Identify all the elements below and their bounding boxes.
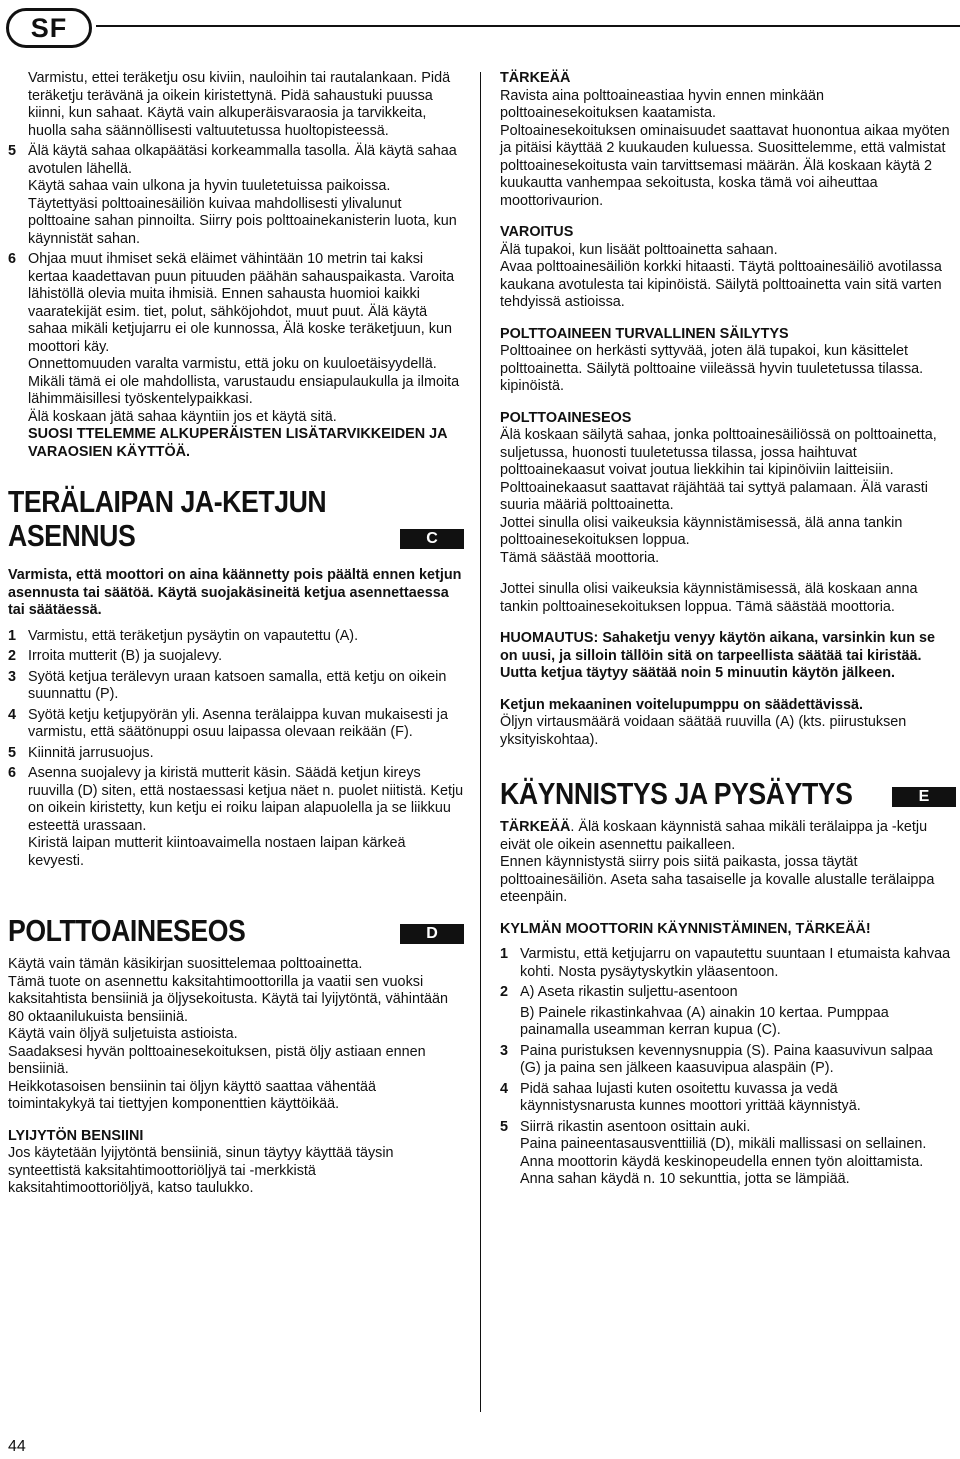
subheading: POLTTOAINEEN TURVALLINEN SÄILYTYS bbox=[500, 325, 789, 342]
list-item bbox=[8, 669, 464, 704]
section-title: POLTTOAINESEOS bbox=[8, 913, 246, 948]
paragraph: Öljyn virtausmäärä voidaan säätää ruuvilla (A) (kts. piirustuksen yksityiskohtaa). bbox=[500, 714, 907, 748]
step-text: B) Painele rikastinkahvaa (A) ainakin 10 kertaa. Pumppaa painamalla useamman kerran kupua (C). bbox=[520, 1004, 889, 1038]
section-c-heading bbox=[8, 485, 464, 553]
step-number: 2 bbox=[500, 984, 509, 1000]
step-text: Kiristä laipan mutterit kiintoavaimella nostaen laipan kärkeä kevyesti. bbox=[28, 835, 406, 869]
list-item bbox=[8, 648, 464, 666]
step-number: 4 bbox=[500, 1080, 509, 1097]
item-text: Onnettomuuden varalta varmistu, että joku on kuuloetäisyydellä. Mikäli tämä ei ole mahdollista, varustaudu ensiapulaukulla ja ilmoita lähimmäisillesi työskentelypaikkasi. bbox=[28, 356, 460, 407]
step-number: 5 bbox=[8, 744, 17, 761]
step-number: 5 bbox=[500, 1118, 509, 1135]
list-item bbox=[8, 745, 464, 763]
subheading: POLTTOAINESEOS bbox=[500, 409, 632, 426]
section-letter-badge: C bbox=[400, 529, 464, 549]
paragraph bbox=[500, 819, 956, 854]
item-number: 5 bbox=[8, 143, 17, 159]
list-item bbox=[500, 984, 956, 1002]
assembly-steps bbox=[8, 628, 464, 871]
paragraph: Polttoainee on herkästi syttyvää, joten älä tupakoi, kun käsittelet polttoainetta. Säilytä polttoaine viileässä hyvin tuuletetussa tilassa. kipinöistä. bbox=[500, 343, 924, 394]
paragraph: Poltoainesekoituksen ominaisuudet saattavat huonontua aikaa myöten ja pitäisi käyttää 2 kuukauden kuluessa. Suosittelemme, että valmistat polttoainesekoitusta vain tarvittsemasi määrän. Älä koskaan käytä 2 kuukautta vanhempaa sekoitusta, koska tämä voi aiheuttaa moottorivaurion. bbox=[500, 122, 950, 209]
paragraph: Jottei sinulla olisi vaikeuksia käynnistämisessä, älä anna tankin polttoainesekoituksen loppua. bbox=[500, 514, 903, 548]
important-lead: TÄRKEÄÄ bbox=[500, 819, 571, 835]
step-number: 3 bbox=[500, 1042, 509, 1059]
section-title: KÄYNNISTYS JA PYSÄYTYS bbox=[500, 776, 853, 811]
subheading: VAROITUS bbox=[500, 224, 574, 240]
paragraph: Ennen käynnistystä siirry pois siitä paikasta, jossa täytät polttoainesäiliön. Aseta saha tasaiselle ja kovalle alustalle terälaippa eteenpäin. bbox=[500, 854, 935, 905]
list-item bbox=[500, 1005, 956, 1040]
section-title: ASENNUS bbox=[8, 518, 136, 553]
list-item bbox=[500, 1081, 956, 1116]
paragraph: Jos käytetään lyijytöntä bensiiniä, sinun täytyy käyttää täysin synteettistä kaksitahtimoottoriöljyä tai -merkkistä kaksitahtimoottoriöljyä, katso taulukko. bbox=[8, 1145, 394, 1196]
section-title: TERÄLAIPAN JA-KETJUN bbox=[8, 484, 327, 519]
paragraph: Käytä vain tämän käsikirjan suosittelemaa polttoainetta. bbox=[8, 956, 363, 972]
start-steps bbox=[500, 946, 956, 1189]
left-column bbox=[8, 70, 464, 1198]
list-item bbox=[500, 1119, 956, 1137]
step-text: Paina paineentasausventtiiliä (D), mikäli mallissasi on sellainen. Anna moottorin käydä keskinopeudella ennen työn aloittamista. Anna sahan käydä n. 10 sekunttia, jotta se lämpiää. bbox=[520, 1136, 927, 1187]
intro-paragraph: Varmistu, ettei teräketju osu kiviin, nauloihin tai rautalankaan. Pidä teräketju terävänä ja oikein kiristettynä. Pidä sahaustuki puussa kiinni, kun sahaat. Käytä vain alkuperäisvaraosia ja tarvikkeita, huolla saha säännöllisesti valtuutetussa huoltopisteessä. bbox=[28, 70, 451, 139]
list-item bbox=[500, 1043, 956, 1078]
step-number: 1 bbox=[500, 946, 509, 962]
right-column bbox=[500, 70, 956, 1189]
step-text: Varmistu, että ketjujarru on vapautettu suuntaan I etumaista kahvaa kohti. Nosta pysäytyskytkin yläasentoon. bbox=[520, 946, 951, 980]
item-text: Ohjaa muut ihmiset sekä eläimet vähintään 10 metrin tai kaksi kertaa kaadettavan puun pituuden päähän sahauspaikasta. Varoita lähistöllä olevia muita ihmisiä. Ennen sahausta huomioi kaikki vaaratekijät esim. tiet, polut, sähköjohdot, muut puut. Älä käytä sahaa mikäli ketjujarru ei ole kunnossa, Älä koske teräketjuun, kun moottori käy. bbox=[28, 251, 455, 355]
step-text: Syötä ketju ketjupyörän yli. Asenna terälaippa kuvan mukaisesti ja varmistu, että säätönuppi osuu laipassa olevaan reikään (F). bbox=[28, 706, 448, 740]
list-item bbox=[8, 143, 464, 178]
subheading: Ketjun mekaaninen voitelupumppu on säädettävissä. bbox=[500, 696, 864, 713]
step-text: A) Aseta rikastin suljettu-asentoon bbox=[520, 984, 738, 1000]
step-number bbox=[500, 1005, 520, 1040]
list-item bbox=[8, 251, 464, 356]
note: HUOMAUTUS: Sahaketju venyy käytön aikana, varsinkin kun se on uusi, ja silloin tällöin sitä on tarpeellista säätää tai kiristää. bbox=[500, 630, 936, 664]
paragraph: Heikkotasoisen bensiinin tai öljyn käyttö saattaa vähentää toimintakykyä tai tiettyjen komponenttien käyttöikää. bbox=[8, 1078, 376, 1112]
paragraph: Jottei sinulla olisi vaikeuksia käynnistämisessä, älä koskaan anna tankin polttoainesekoituksen loppua. Tämä säästää moottoria. bbox=[500, 581, 918, 615]
step-number: 2 bbox=[8, 648, 17, 664]
section-d-heading bbox=[8, 914, 464, 948]
step-number: 1 bbox=[8, 627, 17, 644]
paragraph: Käytä vain öljyä suljetuista astioista. bbox=[8, 1026, 238, 1042]
list-item bbox=[8, 628, 464, 646]
subheading: LYIJYTÖN BENSIINI bbox=[8, 1127, 144, 1144]
item-number: 6 bbox=[8, 251, 17, 267]
step-text: Paina puristuksen kevennysnuppia (S). Paina kaasuvivun salpaa (G) ja paina sen jälkeen kaasuvipua alaspäin (P). bbox=[520, 1042, 933, 1076]
item-text: Täytettyäsi polttoainesäiliön kuivaa mahdollisesti ylivalunut polttoaine sahan pinnoilta. Siirry pois polttoainekanisterin luota, kun käynnistät sahan. bbox=[28, 195, 457, 247]
step-text: Pidä sahaa lujasti kuten osoitettu kuvassa ja vedä käynnistysnarusta kunnes moottori yrittää käynnistyä. bbox=[520, 1080, 861, 1114]
list-item bbox=[8, 765, 464, 835]
paragraph: Avaa polttoainesäiliön korkki hitaasti. Täytä polttoainesäiliö avotilassa kaukana avotulesta tai kipinöistä. Säilytä polttoainetta vain sitä varten tehdyissä astioissa. bbox=[500, 259, 942, 310]
section-letter-badge: D bbox=[400, 924, 464, 944]
list-item bbox=[8, 707, 464, 742]
step-text: Asenna suojalevy ja kiristä mutterit käsin. Säädä ketjun kireys ruuvilla (D) siten, että nostaessasi ketjua näet n. puolet niitistä. Ketju on oikein kiristetty, kun ketju ei roiku laipan alapuolella ja se liikkuu esteettä urassaan. bbox=[28, 765, 464, 834]
step-text: Irroita mutterit (B) ja suojalevy. bbox=[28, 648, 223, 664]
step-number: 6 bbox=[8, 765, 17, 781]
item-text: Älä koskaan jätä sahaa käyntiin jos et käytä sitä. bbox=[28, 408, 337, 425]
section-warning: Varmista, että moottori on aina käännetty pois päältä ennen ketjun asennusta tai säätöä. Käytä suojakäsineitä ketjua asennettaessa tai säätäessä. bbox=[8, 567, 462, 618]
paragraph: Älä tupakoi, kun lisäät polttoainetta sahaan. bbox=[500, 241, 778, 258]
subheading: TÄRKEÄÄ bbox=[500, 70, 571, 86]
step-number: 4 bbox=[8, 706, 17, 723]
step-text: Siirrä rikastin asentoon osittain auki. bbox=[520, 1118, 751, 1135]
list-item bbox=[500, 946, 956, 981]
important-text: . Älä koskaan käynnistä sahaa mikäli terälaippa ja -ketju eivät ole oikein asennettu paikalleen. bbox=[500, 819, 928, 853]
step-text: Syötä ketjua terälevyn uraan katsoen samalla, että ketju on oikein suunnattu (P). bbox=[28, 668, 447, 702]
step-text: Kiinnitä jarrusuojus. bbox=[28, 744, 154, 761]
recommendation: SUOSI TTELEMME ALKUPERÄISTEN LISÄTARVIKKEIDEN JA VARAOSIEN KÄYTTÖÄ. bbox=[28, 426, 447, 460]
step-text: Varmistu, että teräketjun pysäytin on vapautettu (A). bbox=[28, 627, 359, 644]
item-text: Käytä sahaa vain ulkona ja hyvin tuuletetuissa paikoissa. bbox=[28, 178, 391, 194]
header-rule bbox=[96, 25, 960, 27]
page-number: 44 bbox=[8, 1438, 26, 1455]
paragraph: Tämä tuote on asennettu kaksitahtimoottorilla ja vaatii sen vuoksi kaksitahtista bensiiniä ja öljysekoitusta. Käytä tai lyijytöntä, vähintään 80 oktaanilukuista bensiiniä. bbox=[8, 973, 448, 1025]
column-divider bbox=[480, 72, 481, 1412]
section-letter-badge: E bbox=[892, 787, 956, 807]
section-e-heading bbox=[500, 777, 956, 811]
subheading: KYLMÄN MOOTTORIN KÄYNNISTÄMINEN, TÄRKEÄÄ! bbox=[500, 920, 871, 937]
paragraph: Älä koskaan säilytä sahaa, jonka polttoainesäiliössä on polttoainetta, suljetussa, huonosti tuuletetussa tilassa, jossa haihtuvat polttoainekaasut voivat joutua liekkihin tai kipinöiviin laitteisiin. Polttoainekaasut saattavat räjähtää tai syttyä palamaan. Älä varasti suuria määriä polttoainetta. bbox=[500, 427, 937, 513]
paragraph: Tämä säästää moottoria. bbox=[500, 549, 660, 566]
language-badge: SF bbox=[6, 8, 92, 48]
step-number: 3 bbox=[8, 668, 17, 685]
note: Uutta ketjua täytyy säätää noin 5 minuutin käytön jälkeen. bbox=[500, 665, 896, 681]
item-text: Älä käytä sahaa olkapäätäsi korkeammalla tasolla. Älä käytä sahaa avotulen lähellä. bbox=[28, 143, 457, 177]
paragraph: Saadaksesi hyvän polttoainesekoituksen, pistä öljy astiaan ennen bensiiniä. bbox=[8, 1043, 426, 1077]
paragraph: Ravista aina polttoaineastiaa hyvin ennen minkään polttoainesekoituksen kaatamista. bbox=[500, 87, 825, 121]
